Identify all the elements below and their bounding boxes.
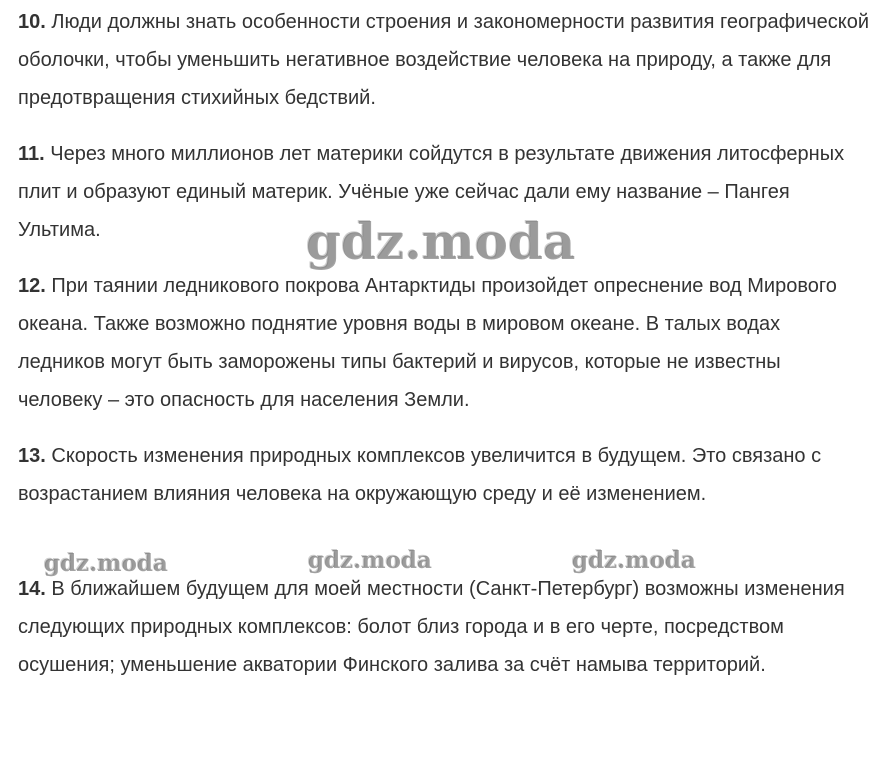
- watermark-small: gdz.moda: [572, 547, 696, 574]
- answer-number: 10.: [18, 11, 46, 33]
- watermark-small: gdz.moda: [44, 550, 168, 577]
- watermark-large: gdz.moda: [306, 212, 576, 271]
- answer-13: [18, 437, 870, 513]
- answer-text: В ближайшем будущем для моей местности (Санкт-Петербург) возможны изменения следующих природных комплексов: болот близ города и в его черте, посредством осушения; уменьшение акватории Финского залива за счёт намыва территорий.: [18, 578, 845, 676]
- answer-text: При таянии ледникового покрова Антарктиды произойдет опреснение вод Мирового океана. Также возможно поднятие уровня воды в мировом океане. В талых водах ледников могут быть заморожены типы бактерий и вирусов, которые не известны человеку – это опасность для населения Земли.: [18, 275, 837, 411]
- answer-14: [18, 570, 870, 684]
- answer-number: 14.: [18, 578, 46, 600]
- answer-12: [18, 267, 870, 419]
- answer-number: 12.: [18, 275, 46, 297]
- answer-text: Люди должны знать особенности строения и закономерности развития географической оболочки, чтобы уменьшить негативное воздействие человека на природу, а также для предотвращения стихийных бедствий.: [18, 11, 870, 109]
- answer-10: [18, 3, 870, 117]
- answer-text: Скорость изменения природных комплексов увеличится в будущем. Это связано с возрастанием влияния человека на окружающую среду и её изменением.: [18, 445, 822, 505]
- watermark-small: gdz.moda: [308, 547, 432, 574]
- answer-text: Через много миллионов лет материки сойдутся в результате движения литосферных плит и образуют единый материк. Учёные уже сейчас дали ему название – Пангея Ультима.: [18, 143, 845, 241]
- answer-number: 11.: [18, 143, 45, 165]
- answer-number: 13.: [18, 445, 46, 467]
